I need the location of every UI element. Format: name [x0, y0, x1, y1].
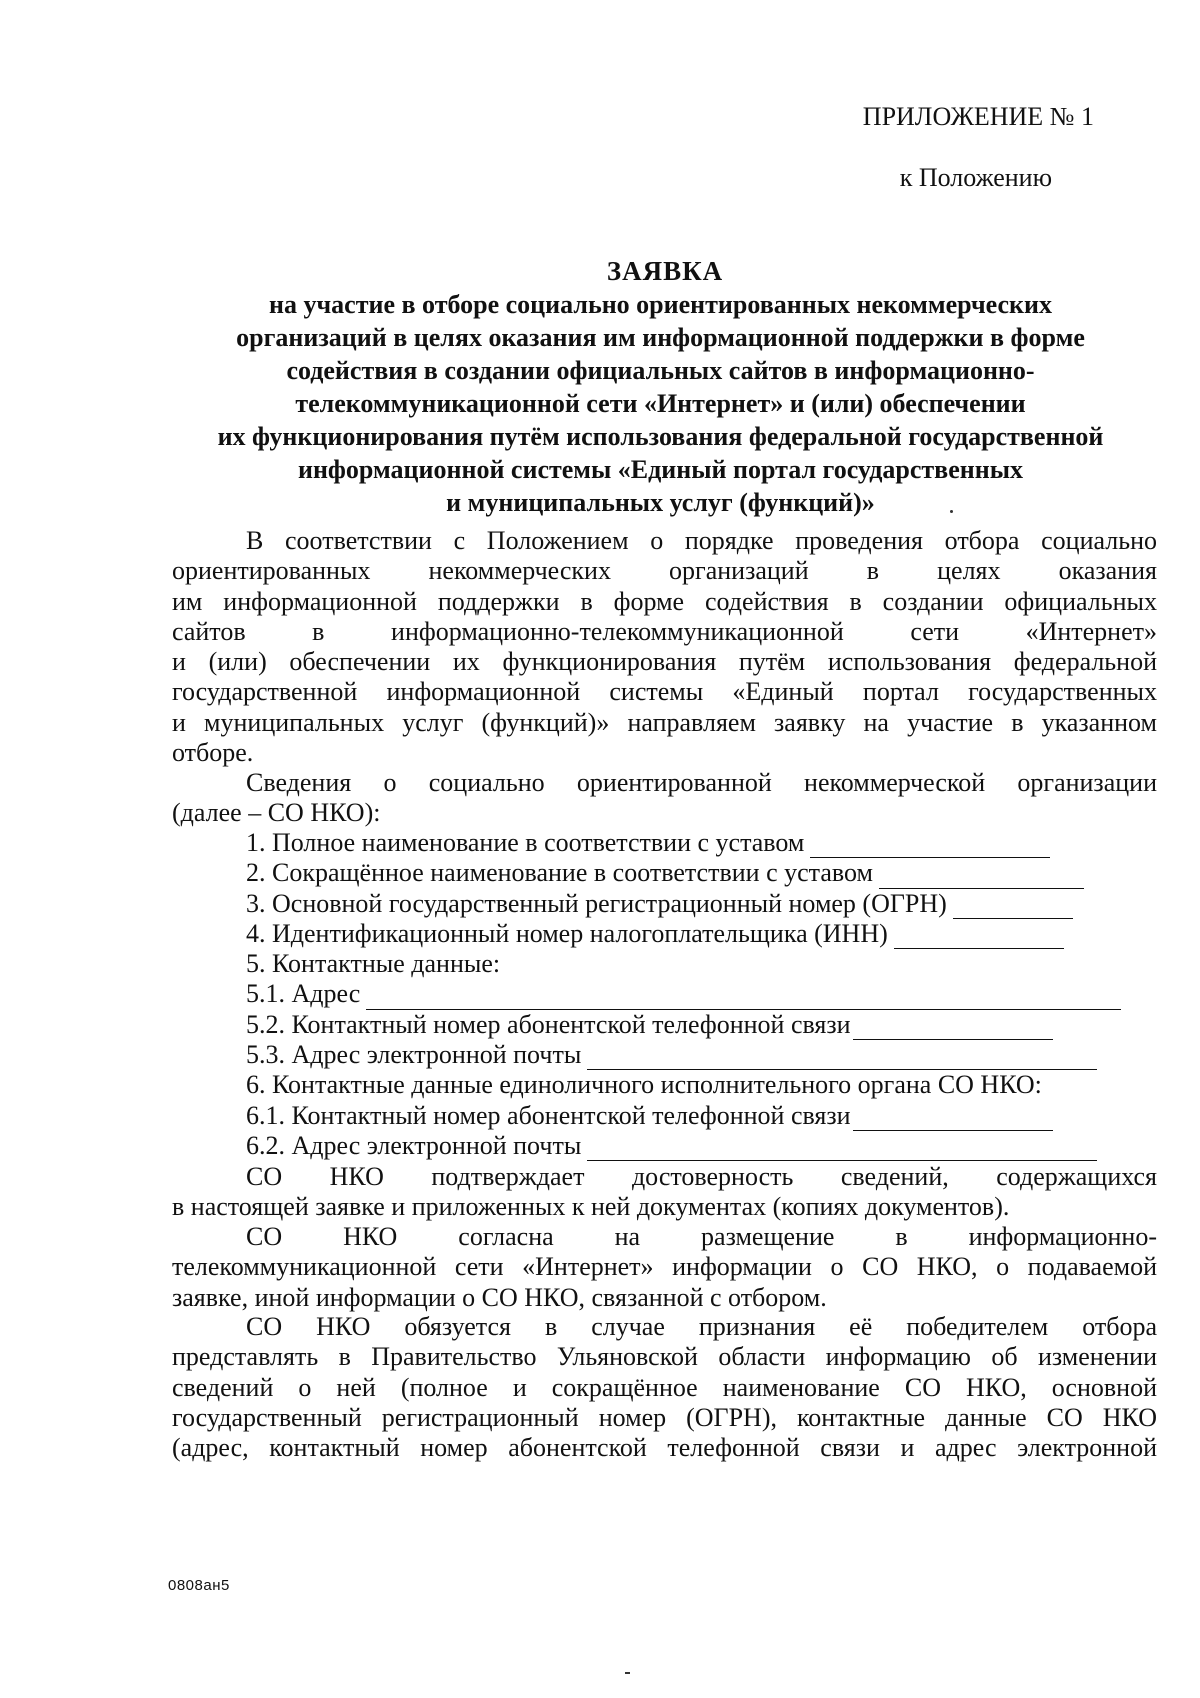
intro-line: ориентированных некоммерческих организаций в целях оказания [172, 556, 1157, 586]
field-label: 2. Сокращённое наименование в соответствии с уставом [246, 858, 873, 888]
intro-line: и (или) обеспечении их функционирования путём использования федеральной [172, 647, 1157, 677]
short-name-field [172, 858, 1157, 888]
address-field [172, 979, 1157, 1009]
obligation-line: государственный регистрационный номер (ОГРН), контактные данные СО НКО [172, 1402, 1157, 1432]
executive-email-field [172, 1131, 1157, 1161]
scan-speck [625, 1672, 630, 1674]
field-label: 3. Основной государственный регистрационный номер (ОГРН) [246, 888, 947, 918]
consent-line: СО НКО согласна на размещение в информационно- [246, 1222, 1157, 1251]
org-fields [172, 828, 1157, 1161]
subtitle-line: на участие в отборе социально ориентированных некоммерческих [269, 290, 1052, 319]
info-line: (далее – СО НКО): [172, 798, 381, 828]
subtitle-line: организаций в целях оказания им информационной поддержки в форме [236, 323, 1085, 352]
scan-speck [950, 510, 953, 513]
full-name-field [172, 828, 1157, 858]
obligation-line: (адрес, контактный номер абонентской телефонной связи и адрес электронной [172, 1433, 1157, 1463]
subtitle-line: содействия в создании официальных сайтов в информационно- [286, 356, 1035, 385]
inn-field [172, 919, 1157, 949]
subtitle-line: их функционирования путём использования федеральной государственной [217, 422, 1104, 451]
intro-line: и муниципальных услуг (функций)» направляем заявку на участие в указанном [172, 707, 1157, 737]
footer-code: 0808ан5 [168, 1577, 230, 1594]
obligation-paragraph [172, 1312, 1157, 1463]
email-input-line[interactable] [587, 1047, 1097, 1070]
executive-email-input-line[interactable] [587, 1138, 1097, 1161]
obligation-line: представлять в Правительство Ульяновской области информацию об изменении [172, 1342, 1157, 1372]
field-label: 5.3. Адрес электронной почты [246, 1040, 582, 1070]
executive-phone-input-line[interactable] [853, 1108, 1053, 1131]
short-name-input-line[interactable] [879, 866, 1084, 889]
intro-line: государственной информационной системы «Единый портал государственных [172, 677, 1157, 707]
phone-field [172, 1010, 1157, 1040]
obligation-line: сведений о ней (полное и сокращённое наименование СО НКО, основной [172, 1372, 1157, 1402]
subtitle-line: и муниципальных услуг (функций)» [446, 488, 875, 517]
field-label: 1. Полное наименование в соответствии с уставом [246, 828, 805, 857]
field-label: 4. Идентификационный номер налогоплательщика (ИНН) [246, 918, 888, 948]
consent-line: заявке, иной информации о СО НКО, связанной с отбором. [172, 1282, 827, 1312]
intro-paragraph [172, 526, 1157, 768]
address-input-line[interactable] [366, 987, 1121, 1010]
org-info-paragraph [172, 768, 1157, 829]
intro-line: сайтов в информационно-телекоммуникационной сети «Интернет» [172, 616, 1157, 646]
intro-line: отборе. [172, 738, 254, 768]
appendix-number: ПРИЛОЖЕНИЕ № 1 [862, 102, 1094, 131]
obligation-line: СО НКО обязуется в случае признания её победителем отбора [246, 1312, 1157, 1341]
confirmation-paragraph [172, 1162, 1157, 1223]
consent-line: телекоммуникационной сети «Интернет» информации о СО НКО, о подаваемой [172, 1252, 1157, 1282]
inn-input-line[interactable] [894, 926, 1064, 949]
appendix-reference: к Положению [899, 163, 1052, 192]
document-title: ЗАЯВКА [606, 256, 724, 286]
field-label: 5.2. Контактный номер абонентской телефонной связи [246, 1009, 851, 1039]
ogrn-field [172, 889, 1157, 919]
confirm-line: в настоящей заявке и приложенных к ней документах (копиях документов). [172, 1192, 1010, 1222]
full-name-input-line[interactable] [810, 835, 1050, 858]
intro-line: им информационной поддержки в форме содействия в создании официальных [172, 586, 1157, 616]
subtitle-line: информационной системы «Единый портал государственных [297, 455, 1024, 484]
subtitle-line: телекоммуникационной сети «Интернет» и (или) обеспечении [295, 389, 1026, 418]
consent-paragraph [172, 1222, 1157, 1313]
field-label: 6.1. Контактный номер абонентской телефонной связи [246, 1100, 851, 1130]
field-label: 6. Контактные данные единоличного исполнительного органа СО НКО: [246, 1070, 1042, 1100]
executive-contacts-heading [172, 1070, 1157, 1100]
phone-input-line[interactable] [853, 1017, 1053, 1040]
document-subtitle [158, 288, 1163, 519]
executive-phone-field [172, 1101, 1157, 1131]
field-label: 6.2. Адрес электронной почты [246, 1130, 582, 1160]
ogrn-input-line[interactable] [953, 896, 1073, 919]
contacts-heading [172, 949, 1157, 979]
field-label: 5.1. Адрес [246, 979, 361, 1009]
field-label: 5. Контактные данные: [246, 949, 501, 979]
email-field [172, 1040, 1157, 1070]
intro-line: В соответствии с Положением о порядке проведения отбора социально [246, 526, 1157, 555]
info-line: Сведения о социально ориентированной некоммерческой организации [246, 768, 1157, 797]
confirm-line: СО НКО подтверждает достоверность сведений, содержащихся [246, 1162, 1157, 1191]
